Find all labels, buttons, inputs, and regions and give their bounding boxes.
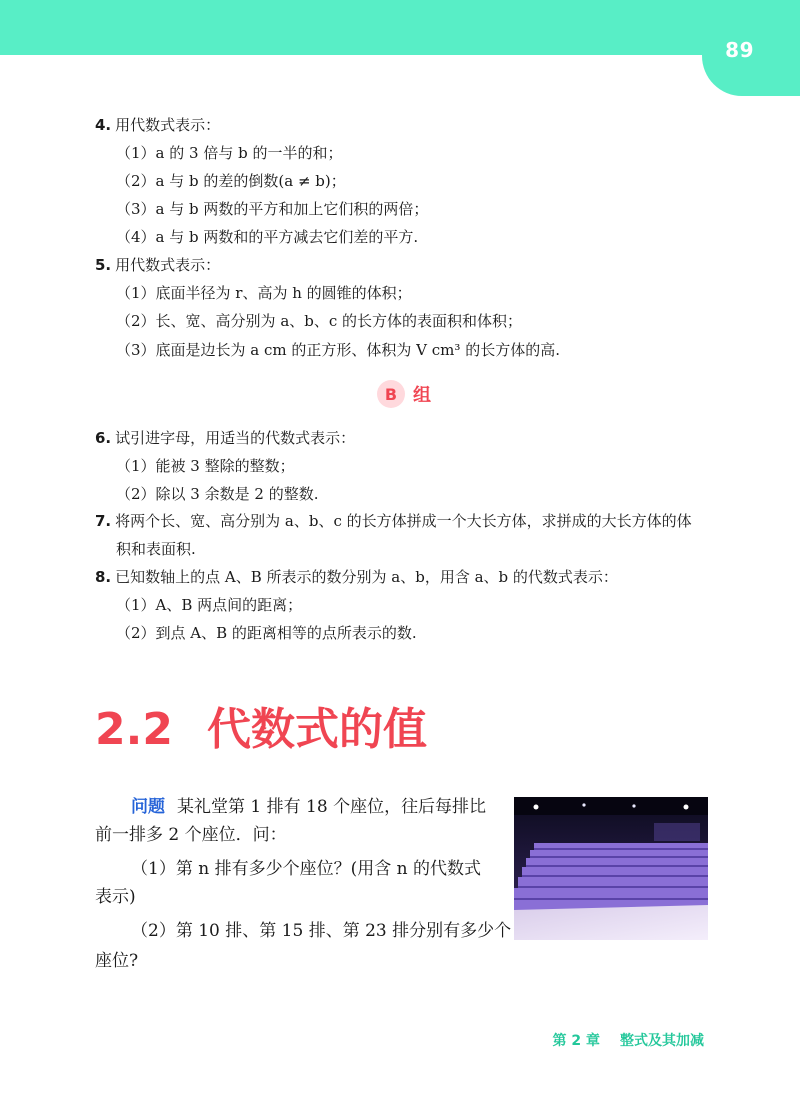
exercise-5-item-1: （1）底面半径为 r、高为 h 的圆锥的体积； [116,284,412,302]
exercise-8 [95,567,618,587]
chapter-footer [553,1030,705,1050]
exercise-8-item-1: （1）A、B 两点间的距离； [116,596,303,614]
exercise-6-item-2: （2）除以 3 余数是 2 的整数. [116,485,319,503]
exercise-text: 将两个长、宽、高分别为 a、b、c 的长方体拼成一个大长方体，求拼成的大长方体的体 [115,512,692,530]
exercise-number: 6. [95,429,112,447]
problem-line-5: （2）第 10 排、第 15 排、第 23 排分别有多少个 [131,921,512,941]
group-b-heading [377,380,431,408]
exercise-7 [95,511,692,531]
exercise-4-item-4: （4）a 与 b 两数和的平方减去它们差的平方. [116,228,419,246]
auditorium-seats-illustration [514,797,708,940]
group-b-badge: B [377,380,405,408]
exercise-text: 用代数式表示： [115,256,221,274]
exercise-text: 用代数式表示： [115,116,221,134]
exercise-4-item-3: （3）a 与 b 两数的平方和加上它们积的两倍； [116,200,429,218]
page-number: 89 [725,38,754,62]
section-number: 2.2 [95,704,173,755]
problem-line-6: 座位? [95,951,139,971]
exercise-5 [95,255,220,275]
section-title [95,700,427,760]
exercise-5-item-2: （2）长、宽、高分别为 a、b、c 的长方体的表面积和体积； [116,312,523,330]
exercise-6-item-1: （1）能被 3 整除的整数； [116,457,295,475]
exercise-text: 试引进字母，用适当的代数式表示： [115,429,356,447]
problem-text: 某礼堂第 1 排有 18 个座位，往后每排比 [177,797,487,817]
problem-label: 问题 [131,797,165,817]
auditorium-photo [514,797,708,940]
exercise-7-continuation: 积和表面积. [116,540,196,558]
exercise-number: 4. [95,116,112,134]
problem-line-2: 前一排多 2 个座位．问： [95,825,287,845]
exercise-6 [95,428,355,448]
problem-line-1 [131,796,486,818]
chapter-title: 整式及其加减 [620,1033,704,1049]
exercise-number: 8. [95,568,112,586]
group-label: 组 [413,385,431,406]
exercise-number: 5. [95,256,112,274]
exercise-4-item-1: （1）a 的 3 倍与 b 的一半的和； [116,144,343,162]
exercise-text: 已知数轴上的点 A、B 所表示的数分别为 a、b，用含 a、b 的代数式表示： [115,568,618,586]
exercise-number: 7. [95,512,112,530]
header-band [0,0,800,55]
chapter-number: 第 2 章 [552,1033,600,1049]
section-name: 代数式的值 [207,704,427,755]
problem-line-4: 表示) [95,887,136,907]
exercise-5-item-3: （3）底面是边长为 a cm 的正方形、体积为 V cm³ 的长方体的高. [116,341,560,359]
exercise-4-item-2: （2）a 与 b 的差的倒数(a ≠ b)； [116,172,346,190]
problem-line-3: （1）第 n 排有多少个座位？(用含 n 的代数式 [131,859,481,879]
exercise-8-item-2: （2）到点 A、B 的距离相等的点所表示的数. [116,624,417,642]
exercise-4 [95,115,220,135]
